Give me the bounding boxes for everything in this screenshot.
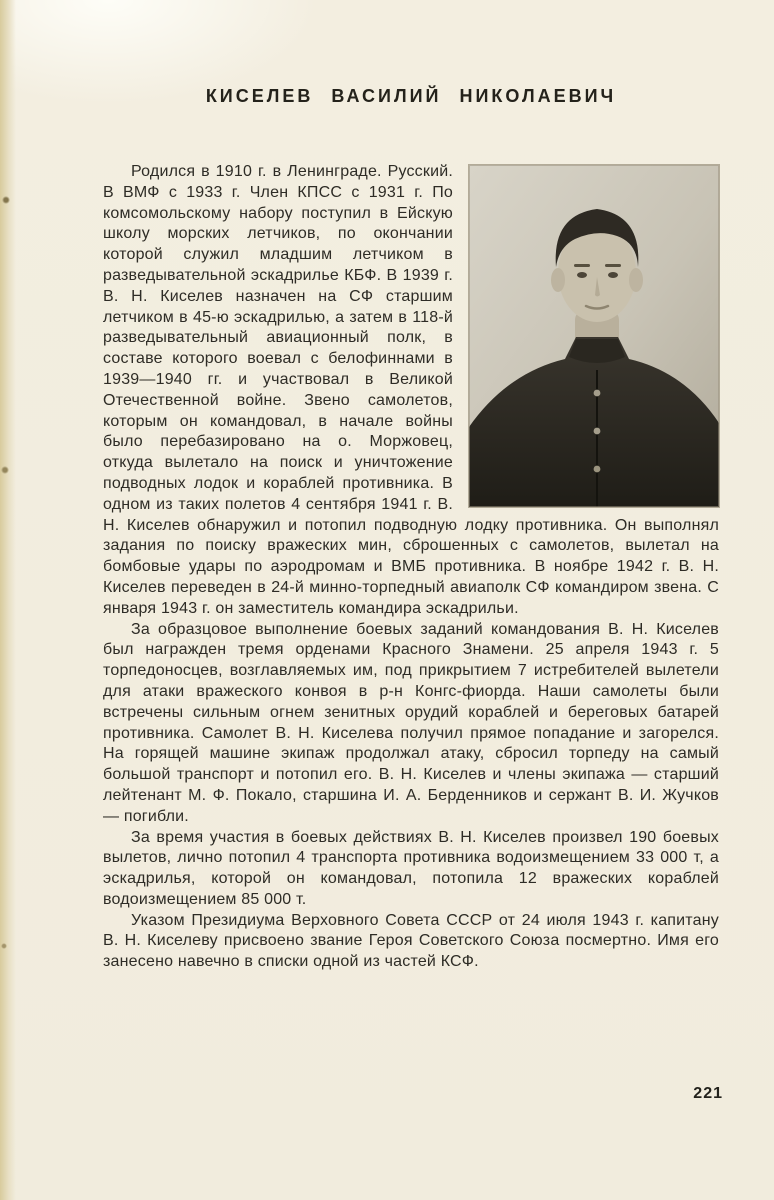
article-body: [103, 162, 719, 973]
page-number: 221: [693, 1085, 723, 1102]
paragraph-combat-totals: За время участия в боевых действиях В. Н. Киселев произвел 190 боевых вылетов, лично потопил 4 транспорта противника водоизмещением 33 000 т, а эскадрилья, которой он командовал, потопила 12 вражеских кораблей водоизмещением 85 000 т.: [103, 828, 719, 908]
portrait-photo: [469, 165, 719, 507]
paragraph-combat-feat: За образцовое выполнение боевых заданий командования В. Н. Киселев был награжден тремя орденами Красного Знамени. 25 апреля 1943 г. 5 торпедоносцев, возглавляемых им, под прикрытием 7 истребителей вылетели для атаки вражеского конвоя в р-н Конгс-фиорда. Наши самолеты были встречены сильным огнем зенитных орудий кораблей и береговых батарей противника. Самолет В. Н. Киселева получил прямое попадание и загорелся. На горящей машине экипаж продолжал атаку, сбросил торпеду на самый большой транспорт и потопил его. В. Н. Киселев и члены экипажа — старший лейтенант М. Ф. Покало, старшина И. А. Берденников и сержант В. И. Жучков — погибли.: [103, 620, 719, 825]
paragraph-hero-decree: Указом Президиума Верховного Совета СССР от 24 июля 1943 г. капитану В. Н. Киселеву присвоено звание Героя Советского Союза посмертно. Имя его занесено навечно в списки одной из частей КСФ.: [103, 911, 719, 971]
paragraph-biography: Родился в 1910 г. в Ленинграде. Русский. В ВМФ с 1933 г. Член КПСС с 1931 г. По комсомольскому набору поступил в Ейскую школу морских летчиков, по окончании которой служил младшим летчиком в разведывательной эскадрилье КБФ. В 1939 г. В. Н. Киселев назначен на СФ старшим летчиком в 45-ю эскадрилью, а затем в 118-й разведывательный авиационный полк, в составе которого воевал с белофиннами в 1939—1940 гг. и участвовал в Великой Отечественной войне. Звено самолетов, которым он командовал, в начале войны было перебазировано на о. Моржовец, откуда вылетало на поиск и уничтожение подводных лодок и кораблей противника. В одном из таких полетов 4 сентября 1941 г. В. Н. Киселев обнаружил и потопил подводную лодку противника. Он выполнял задания по поиску вражеских мин, сброшенных с самолетов, вылетал на бомбовые удары по аэродромам и ВМБ противника. В ноябре 1942 г. В. Н. Киселев переведен в 24-й минно-торпедный авиаполк СФ командиром звена. С января 1943 г. он заместитель командира эскадрильи.: [103, 163, 719, 617]
page-edge-shadow: [0, 0, 16, 1200]
page-title: КИСЕЛЕВ ВАСИЛИЙ НИКОЛАЕВИЧ: [205, 86, 617, 106]
portrait-photo-image: [469, 165, 719, 507]
